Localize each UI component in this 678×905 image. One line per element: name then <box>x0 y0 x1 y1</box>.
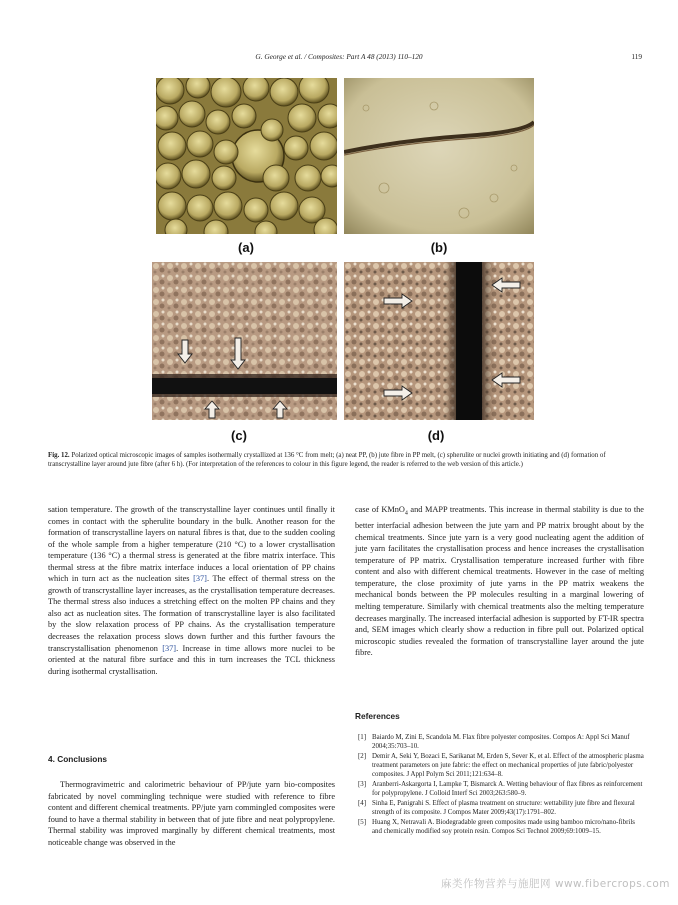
reference-number: [5] <box>358 818 367 826</box>
citation-link[interactable]: [37] <box>193 574 207 584</box>
micrograph-b <box>344 78 534 234</box>
caption-label: Fig. 12. <box>48 452 70 459</box>
paragraph <box>355 504 644 659</box>
reference-number: [4] <box>358 799 367 807</box>
micrograph-a <box>156 78 337 234</box>
panel-label-c: (c) <box>231 428 247 443</box>
left-column-text <box>48 504 335 677</box>
panel-label-b: (b) <box>430 240 448 255</box>
caption-text: Polarized optical microscopic images of samples isothermally crystallized at 136 °C from melt; (a) neat PP, (b) jute fibre in PP melt, (c) spherulite or nuclei growth initiating and (d) formation of transcrystalline layer around jute fibre (after 6 h). (For interpretation of the references to colour in this figure legend, the reader is referred to the web version of this article.) <box>48 452 606 469</box>
micrograph-d <box>344 262 534 420</box>
references-heading: References <box>355 711 400 721</box>
reference-text: Huang X, Netravali A. Biodegradable green composites made using bamboo micro/nano-fibrils and chemically modified soy protein resin. Compos Sci Technol 2009;69:1009–15. <box>372 818 635 836</box>
figure-caption <box>48 451 642 470</box>
reference-item[interactable] <box>355 733 644 751</box>
page-header <box>0 52 678 66</box>
paragraph: Thermogravimetric and calorimetric behaviour of PP/jute yarn bio-composites fabricated by novel commingling technique were studied with reference to fibre content and different chemical treatments. PP/jute yarn commingled composites were found to have a thermal stability in between that of jute fibre and neat polypropylene. Thermal stability was improved marginally by different chemical treatments, most noticeable change was observed in the <box>48 780 335 847</box>
reference-item[interactable] <box>355 799 644 817</box>
reference-list <box>355 733 644 837</box>
right-column-text <box>355 504 644 659</box>
running-title: G. George et al. / Composites: Part A 48 (2013) 110–120 <box>255 52 423 61</box>
reference-item[interactable] <box>355 780 644 798</box>
text-run: . Increase in time allows more nuclei to be oriented at the natural fibre surface and this in turn increases the TCL thickness during isothermal crystallisation. <box>48 643 335 676</box>
reference-number: [2] <box>358 752 367 760</box>
reference-text: Sinha E, Panigrahi S. Effect of plasma treatment on structure: wettability jute fibre and flexural strength of its composite. J Compos Mater 2009;43(17):1791–802. <box>372 799 635 817</box>
reference-text: Baiardo M, Zini E, Scandola M. Flax fibre polyester composites. Compos A: Appl Sci Manuf 2004;35:703–10. <box>372 734 630 751</box>
reference-item[interactable] <box>355 818 644 836</box>
text-run: . The effect of thermal stress on the growth of transcrystalline layer increases, as the crystallisation temperature decreases. The thermal stress also induces a stretching effect on the molten PP chains and they also act as nucleation sites. The formation of transcrystalline layer is also facilitated by the slow relaxation process of PP chains. As the crystallisation temperature decreases the relaxation process slows down further and this further favours the transcrystallisation phenomenon <box>48 574 335 653</box>
text-run: and MAPP treatments. This increase in thermal stability is due to the better interfacial adhesion between the jute yarn and PP matrix brought about by the chemical treatments. Since jute yarn is a very good nucleating agent the addition of jute yarn facilitates the crystallisation process and hence increases the crystallisation temperature of PP matrix. Crystallisation temperature increased further with fibre content and also with different chemical treatments. However in the case of melting temperature, the close proximity of jute yarns in the PP matrix weakens the mechanical bonds between the PP molecules resulting in a marginal lowering of melting temperature. Similarly with chemical treatments also the melting temperature decreases marginally. The increased interfacial adhesion is supported by FT-IR spectra and, SEM images which clearly show a reduction in fibre pull out. Polarized optical microscopic studies revealed the formation of transcrystalline layer around the jute fibre. <box>355 505 644 658</box>
reference-text: Demir A, Seki Y, Bozaci E, Sarikanat M, Erden S, Sever K, et al. Effect of the atmospheric plasma treatment parameters on jute fabric: the effect on mechanical properties of jute fabric/polyester composites. J Appl Polym Sci 2011;121:634–8. <box>372 752 644 779</box>
panel-label-d: (d) <box>427 428 445 443</box>
paragraph <box>48 504 335 677</box>
text-run: case of KMnO <box>355 505 405 514</box>
citation-link[interactable]: [37] <box>162 643 177 653</box>
subscript: 4 <box>404 510 408 517</box>
reference-item[interactable] <box>355 752 644 780</box>
conclusion-paragraph <box>48 779 335 848</box>
reference-text: Aranberri-Askargorta I, Lampke T, Bismarck A. Wetting behaviour of flax fibres as reinforcement for polypropylene. J Colloid Interf Sci 2003;263:580–9. <box>372 781 643 798</box>
page-number: 119 <box>631 52 642 61</box>
watermark: 麻类作物营养与施肥网 www.fibercrops.com <box>441 878 670 890</box>
reference-number: [3] <box>358 781 367 789</box>
reference-number: [1] <box>358 734 367 741</box>
panel-label-a: (a) <box>238 240 254 255</box>
section-heading: 4. Conclusions <box>48 754 108 764</box>
text-run: sation temperature. The growth of the transcrystalline layer continues until finally it comes in contact with the spherulite boundary in the bulk. Another reason for the formation of transcrystalline layers on natural fibres is that, due to the sudden cooling of the whole sample from a higher temperature (210 °C) to a lower crystallisation temperature (136 °C) a thermal stress is generated at the fibre matrix interface. This thermal stress at the fibre matrix interface induces a local orientation of PP chains which in turn act as the nucleation sites <box>48 505 335 584</box>
micrograph-c <box>152 262 337 420</box>
